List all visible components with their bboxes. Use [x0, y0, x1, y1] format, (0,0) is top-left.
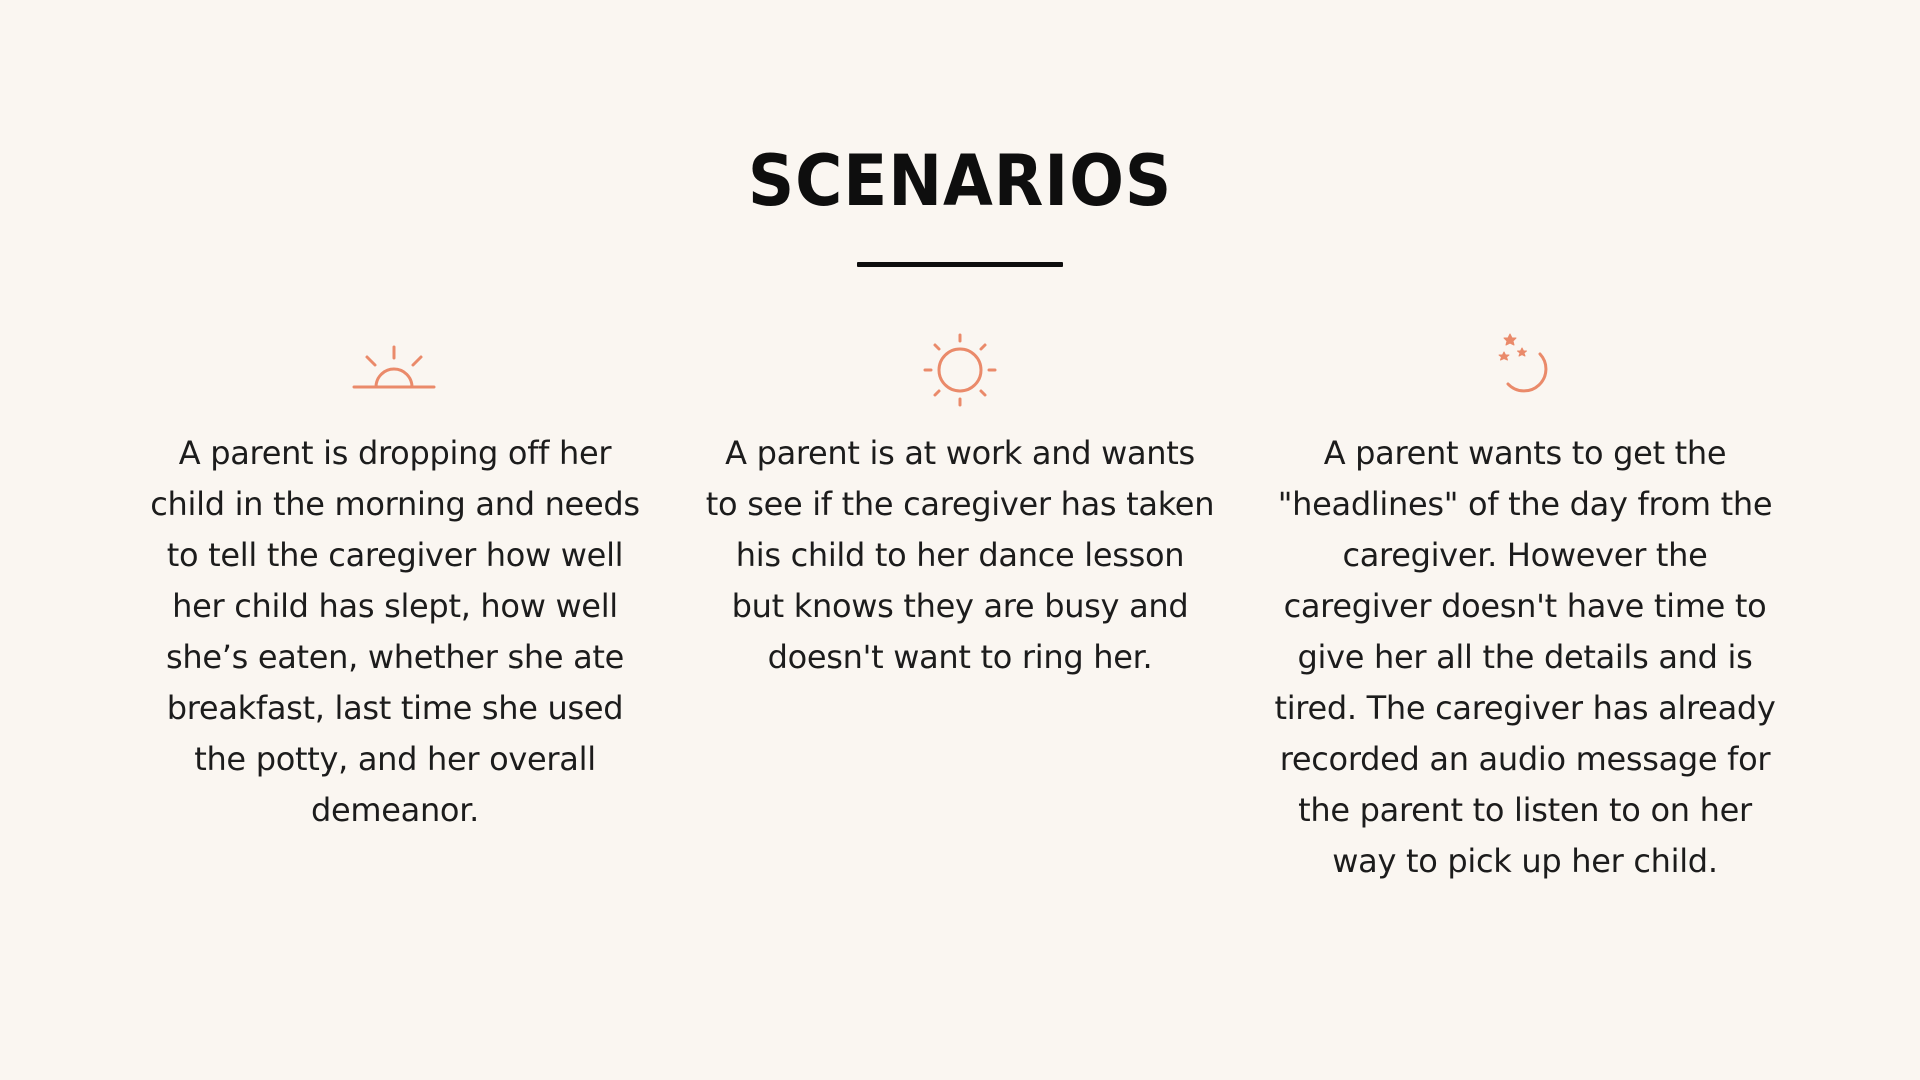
scenario-morning-text: A parent is dropping off her child in the morning and needs to tell the caregiver how well her child has slept, how well she’s eaten, whether she ate breakfast, last time she used the potty, and her overall demeanor. [150, 434, 640, 829]
moon-stars-icon [1494, 330, 1558, 406]
slide-title: SCENARIOS [747, 140, 1173, 222]
title-underline [857, 262, 1063, 267]
sunrise-icon [352, 343, 436, 391]
sun-icon [922, 332, 998, 408]
scenario-evening-text: A parent wants to get the "headlines" of the day from the caregiver. However the caregiver doesn't have time to give her all the details and is tired. The caregiver has already recorded an audio message for the parent to listen to on her way to pick up her child. [1274, 434, 1776, 880]
scenario-work-text: A parent is at work and wants to see if the caregiver has taken his child to her dance lesson but knows they are busy and doesn't want to ring her. [705, 434, 1215, 676]
